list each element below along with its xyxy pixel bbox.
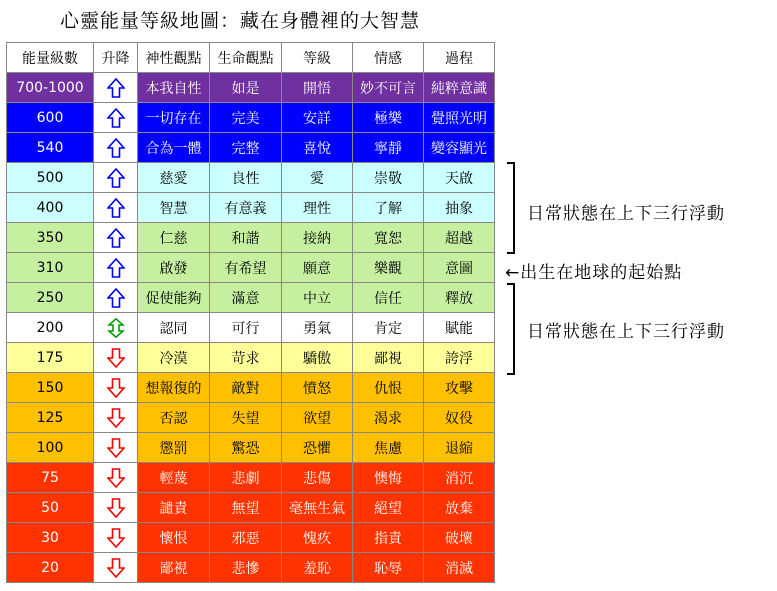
table-row [7, 373, 495, 403]
level-cell: 400 [7, 193, 94, 223]
arrow-up-icon [107, 138, 125, 158]
emotion-cell: 鄙視 [353, 343, 424, 373]
arrow-up-icon [107, 168, 125, 188]
emotion-cell: 極樂 [353, 103, 424, 133]
level-cell: 150 [7, 373, 94, 403]
level-cell: 75 [7, 463, 94, 493]
god-view-cell: 合為一體 [138, 133, 210, 163]
header-life-view: 生命觀點 [210, 43, 282, 73]
direction-cell [94, 373, 138, 403]
grade-cell: 憤怒 [282, 373, 353, 403]
god-view-cell: 懷恨 [138, 523, 210, 553]
process-cell: 超越 [424, 223, 495, 253]
lower-bracket [507, 283, 515, 375]
table-row [7, 73, 495, 103]
god-view-cell: 本我自性 [138, 73, 210, 103]
header-row [7, 43, 495, 73]
level-cell: 540 [7, 133, 94, 163]
god-view-cell: 否認 [138, 403, 210, 433]
table-row [7, 103, 495, 133]
emotion-cell: 肯定 [353, 313, 424, 343]
emotion-cell: 寬恕 [353, 223, 424, 253]
god-view-cell: 促使能夠 [138, 283, 210, 313]
table-row [7, 253, 495, 283]
god-view-cell: 啟發 [138, 253, 210, 283]
emotion-cell: 寧靜 [353, 133, 424, 163]
process-cell: 賦能 [424, 313, 495, 343]
emotion-cell: 恥辱 [353, 553, 424, 583]
life-view-cell: 悲慘 [210, 553, 282, 583]
grade-cell: 理性 [282, 193, 353, 223]
table-row [7, 133, 495, 163]
god-view-cell: 想報復的 [138, 373, 210, 403]
grade-cell: 悲傷 [282, 463, 353, 493]
arrow-down-icon [107, 408, 125, 428]
life-view-cell: 可行 [210, 313, 282, 343]
life-view-cell: 完整 [210, 133, 282, 163]
arrow-updown-icon [107, 318, 125, 338]
arrow-down-icon [107, 498, 125, 518]
header-level: 能量級數 [7, 43, 94, 73]
table-row [7, 463, 495, 493]
arrow-up-icon [107, 258, 125, 278]
grade-cell: 中立 [282, 283, 353, 313]
god-view-cell: 一切存在 [138, 103, 210, 133]
emotion-cell: 信任 [353, 283, 424, 313]
life-view-cell: 驚恐 [210, 433, 282, 463]
grade-cell: 驕傲 [282, 343, 353, 373]
arrow-up-icon [107, 228, 125, 248]
god-view-cell: 認同 [138, 313, 210, 343]
level-cell: 500 [7, 163, 94, 193]
table-row [7, 283, 495, 313]
process-cell: 消沉 [424, 463, 495, 493]
grade-cell: 接納 [282, 223, 353, 253]
direction-cell [94, 343, 138, 373]
level-cell: 200 [7, 313, 94, 343]
grade-cell: 開悟 [282, 73, 353, 103]
life-view-cell: 良性 [210, 163, 282, 193]
emotion-cell: 了解 [353, 193, 424, 223]
direction-cell [94, 463, 138, 493]
grade-cell: 恐懼 [282, 433, 353, 463]
arrow-up-icon [107, 288, 125, 308]
grade-cell: 欲望 [282, 403, 353, 433]
arrow-up-icon [107, 78, 125, 98]
table-row [7, 493, 495, 523]
emotion-cell: 仇恨 [353, 373, 424, 403]
lower-note: 日常狀態在上下三行浮動 [527, 322, 725, 342]
process-cell: 攻擊 [424, 373, 495, 403]
page-title: 心靈能量等級地圖：藏在身體裡的大智慧 [60, 10, 421, 32]
level-cell: 50 [7, 493, 94, 523]
process-cell: 釋放 [424, 283, 495, 313]
direction-cell [94, 313, 138, 343]
process-cell: 純粹意識 [424, 73, 495, 103]
god-view-cell: 鄙視 [138, 553, 210, 583]
life-view-cell: 悲劇 [210, 463, 282, 493]
level-cell: 100 [7, 433, 94, 463]
process-cell: 抽象 [424, 193, 495, 223]
level-cell: 310 [7, 253, 94, 283]
direction-cell [94, 283, 138, 313]
arrow-down-icon [107, 348, 125, 368]
life-view-cell: 完美 [210, 103, 282, 133]
level-cell: 125 [7, 403, 94, 433]
emotion-cell: 指責 [353, 523, 424, 553]
direction-cell [94, 133, 138, 163]
level-cell: 20 [7, 553, 94, 583]
life-view-cell: 有希望 [210, 253, 282, 283]
life-view-cell: 苛求 [210, 343, 282, 373]
level-cell: 30 [7, 523, 94, 553]
level-cell: 700-1000 [7, 73, 94, 103]
grade-cell: 毫無生氣 [282, 493, 353, 523]
header-grade: 等級 [282, 43, 353, 73]
emotion-cell: 焦慮 [353, 433, 424, 463]
arrow-up-icon [107, 108, 125, 128]
direction-cell [94, 493, 138, 523]
god-view-cell: 譴責 [138, 493, 210, 523]
god-view-cell: 冷漠 [138, 343, 210, 373]
life-view-cell: 如是 [210, 73, 282, 103]
life-view-cell: 敵對 [210, 373, 282, 403]
process-cell: 破壞 [424, 523, 495, 553]
emotion-cell: 渴求 [353, 403, 424, 433]
arrow-down-icon [107, 558, 125, 578]
life-view-cell: 和諧 [210, 223, 282, 253]
life-view-cell: 邪惡 [210, 523, 282, 553]
grade-cell: 愛 [282, 163, 353, 193]
header-direction: 升降 [94, 43, 138, 73]
god-view-cell: 慈愛 [138, 163, 210, 193]
level-cell: 250 [7, 283, 94, 313]
process-cell: 消滅 [424, 553, 495, 583]
table-row [7, 223, 495, 253]
table-row [7, 193, 495, 223]
grade-cell: 愧疚 [282, 523, 353, 553]
table-row [7, 163, 495, 193]
grade-cell: 羞恥 [282, 553, 353, 583]
header-god-view: 神性觀點 [138, 43, 210, 73]
table-row [7, 403, 495, 433]
arrow-down-icon [107, 468, 125, 488]
direction-cell [94, 553, 138, 583]
direction-cell [94, 103, 138, 133]
arrow-up-icon [107, 198, 125, 218]
level-cell: 350 [7, 223, 94, 253]
direction-cell [94, 73, 138, 103]
upper-bracket [507, 162, 515, 254]
process-cell: 意圖 [424, 253, 495, 283]
process-cell: 覺照光明 [424, 103, 495, 133]
life-view-cell: 有意義 [210, 193, 282, 223]
emotion-cell: 崇敬 [353, 163, 424, 193]
god-view-cell: 懲罰 [138, 433, 210, 463]
grade-cell: 安詳 [282, 103, 353, 133]
level-cell: 600 [7, 103, 94, 133]
emotion-cell: 樂觀 [353, 253, 424, 283]
table-row [7, 433, 495, 463]
header-process: 過程 [424, 43, 495, 73]
life-view-cell: 無望 [210, 493, 282, 523]
emotion-cell: 懊悔 [353, 463, 424, 493]
emotion-cell: 絕望 [353, 493, 424, 523]
direction-cell [94, 403, 138, 433]
process-cell: 退縮 [424, 433, 495, 463]
grade-cell: 願意 [282, 253, 353, 283]
grade-cell: 喜悅 [282, 133, 353, 163]
direction-cell [94, 253, 138, 283]
direction-cell [94, 223, 138, 253]
energy-level-table [6, 42, 495, 583]
level-cell: 175 [7, 343, 94, 373]
arrow-down-icon [107, 438, 125, 458]
process-cell: 誇浮 [424, 343, 495, 373]
process-cell: 奴役 [424, 403, 495, 433]
header-emotion: 情感 [353, 43, 424, 73]
life-view-cell: 滿意 [210, 283, 282, 313]
birth-start-note: ←出生在地球的起始點 [505, 263, 683, 283]
table-row [7, 343, 495, 373]
upper-note: 日常狀態在上下三行浮動 [527, 204, 725, 224]
table-row [7, 523, 495, 553]
direction-cell [94, 433, 138, 463]
arrow-down-icon [107, 528, 125, 548]
direction-cell [94, 163, 138, 193]
grade-cell: 勇氣 [282, 313, 353, 343]
direction-cell [94, 193, 138, 223]
god-view-cell: 仁慈 [138, 223, 210, 253]
arrow-down-icon [107, 378, 125, 398]
table-row [7, 313, 495, 343]
process-cell: 放棄 [424, 493, 495, 523]
god-view-cell: 智慧 [138, 193, 210, 223]
process-cell: 變容顯光 [424, 133, 495, 163]
table-row [7, 553, 495, 583]
process-cell: 天啟 [424, 163, 495, 193]
direction-cell [94, 523, 138, 553]
life-view-cell: 失望 [210, 403, 282, 433]
emotion-cell: 妙不可言 [353, 73, 424, 103]
god-view-cell: 輕蔑 [138, 463, 210, 493]
